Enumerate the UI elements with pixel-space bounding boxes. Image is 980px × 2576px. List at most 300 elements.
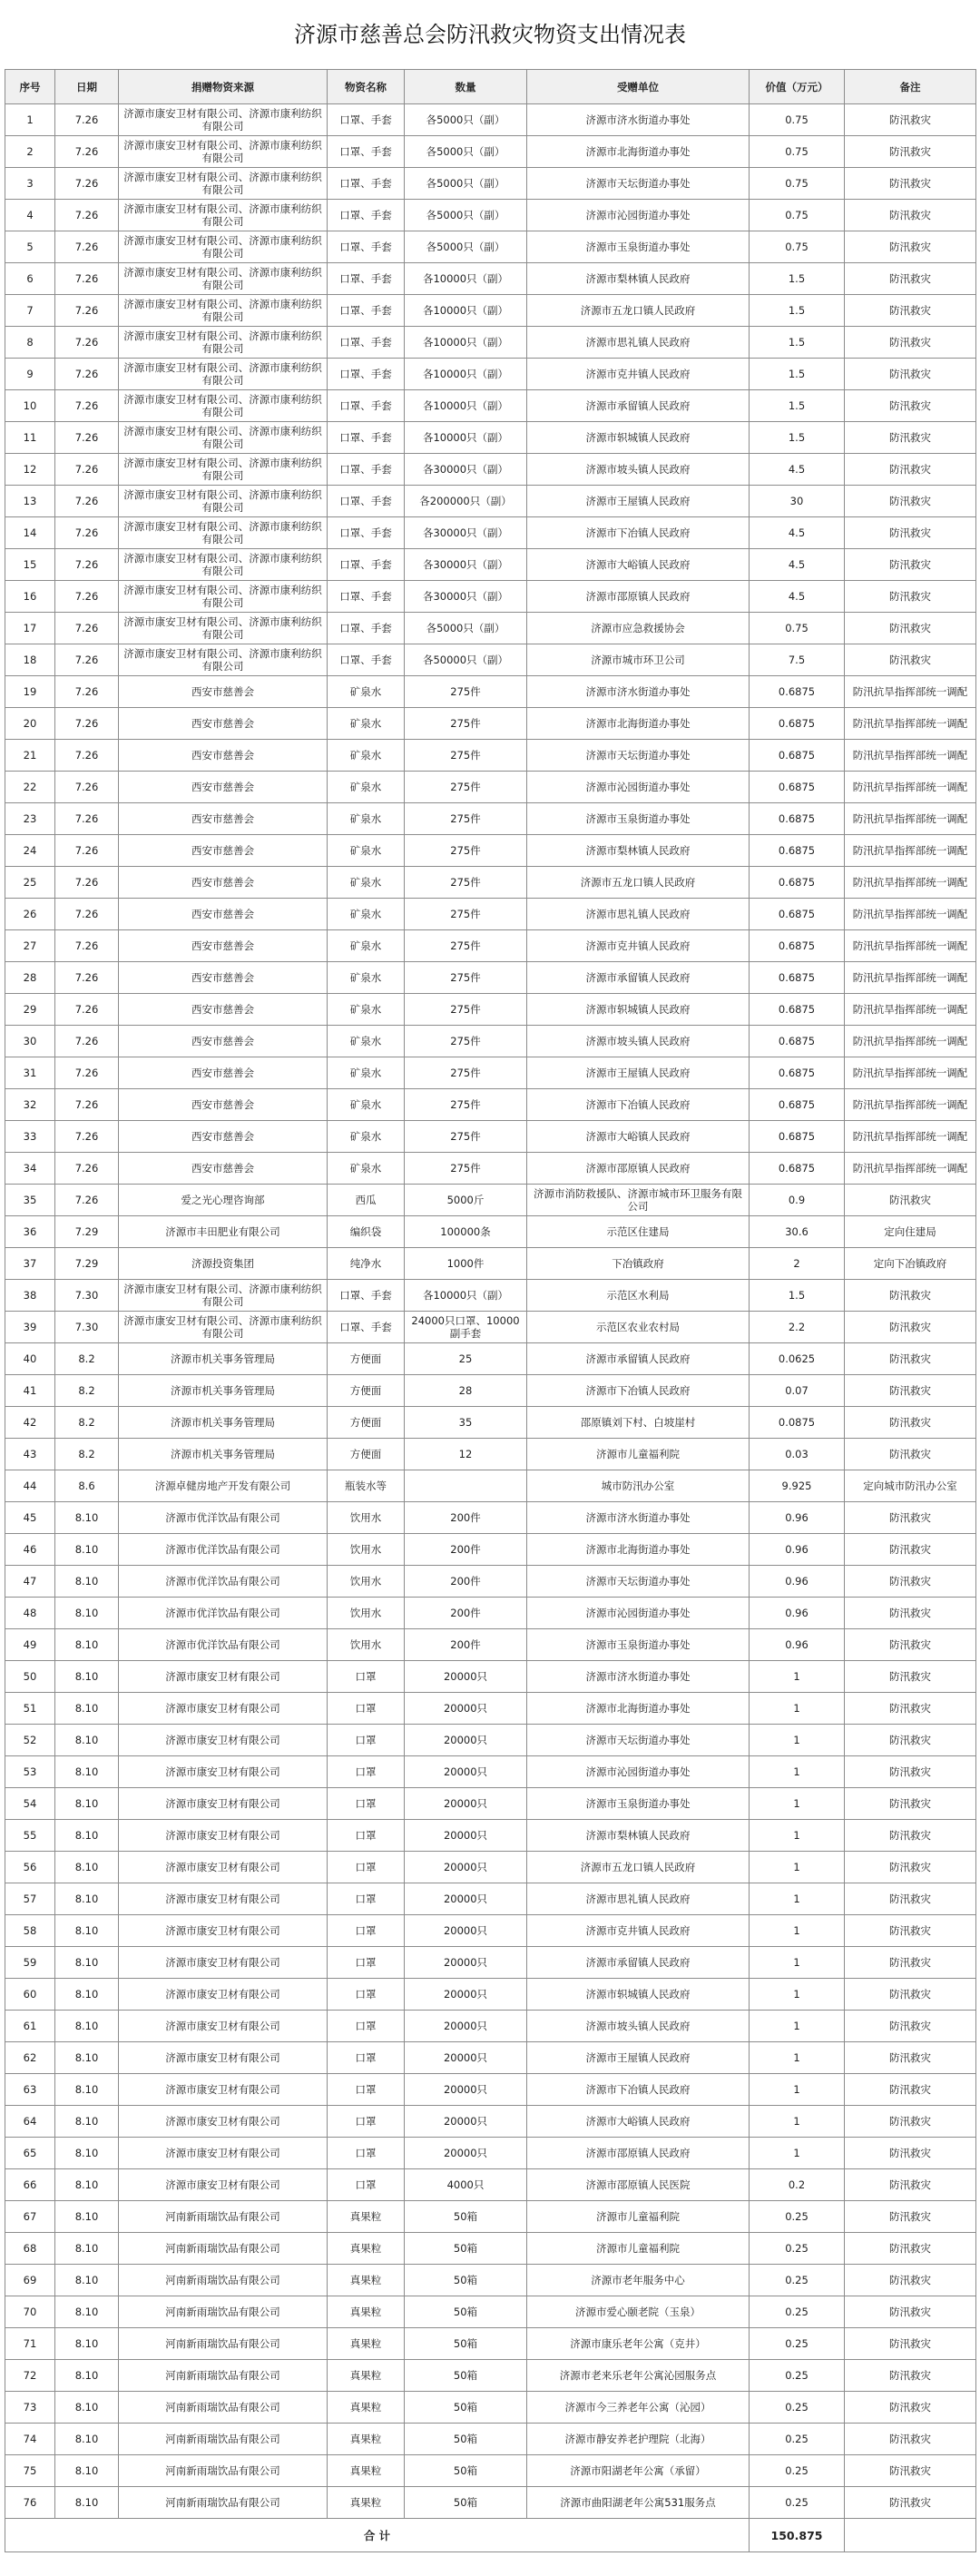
cell-quantity: 50箱 xyxy=(405,2201,527,2233)
cell-recipient: 济源市北海街道办事处 xyxy=(527,1534,750,1566)
cell-item: 口罩 xyxy=(328,1725,405,1756)
cell-donor: 西安市慈善会 xyxy=(119,835,328,867)
cell-remark: 防汛救灾 xyxy=(845,2360,976,2392)
cell-remark: 防汛救灾 xyxy=(845,2455,976,2487)
table-row xyxy=(5,1280,976,1312)
cell-remark: 防汛救灾 xyxy=(845,2011,976,2042)
cell-quantity: 28 xyxy=(405,1375,527,1407)
cell-index: 68 xyxy=(5,2233,55,2265)
cell-donor: 河南新雨瑞饮品有限公司 xyxy=(119,2392,328,2424)
table-row xyxy=(5,1470,976,1502)
cell-quantity: 各10000只（副） xyxy=(405,1280,527,1312)
table-row xyxy=(5,1566,976,1598)
cell-recipient: 示范区水利局 xyxy=(527,1280,750,1312)
cell-value: 0.6875 xyxy=(750,676,845,708)
cell-donor: 西安市慈善会 xyxy=(119,930,328,962)
cell-quantity: 275件 xyxy=(405,962,527,994)
cell-recipient: 济源市今三养老年公寓（沁园） xyxy=(527,2392,750,2424)
cell-donor: 济源市优洋饮品有限公司 xyxy=(119,1598,328,1629)
cell-donor: 济源市机关事务管理局 xyxy=(119,1343,328,1375)
cell-index: 22 xyxy=(5,772,55,803)
cell-remark: 防汛抗旱指挥部统一调配 xyxy=(845,1057,976,1089)
cell-donor: 爱之光心理咨询部 xyxy=(119,1185,328,1216)
table-row xyxy=(5,1883,976,1915)
cell-date: 8.10 xyxy=(55,1566,119,1598)
relief-expenditure-table xyxy=(5,69,976,2552)
cell-donor: 济源市康安卫材有限公司 xyxy=(119,1947,328,1979)
cell-date: 7.26 xyxy=(55,994,119,1026)
cell-date: 7.26 xyxy=(55,136,119,168)
cell-value: 1 xyxy=(750,2074,845,2106)
cell-index: 10 xyxy=(5,390,55,422)
cell-item: 口罩 xyxy=(328,1915,405,1947)
cell-index: 50 xyxy=(5,1661,55,1693)
cell-date: 7.26 xyxy=(55,359,119,390)
cell-index: 37 xyxy=(5,1248,55,1280)
cell-recipient: 济源市天坛街道办事处 xyxy=(527,168,750,200)
cell-index: 36 xyxy=(5,1216,55,1248)
cell-donor: 济源市康安卫材有限公司、济源市康利纺织有限公司 xyxy=(119,1280,328,1312)
cell-index: 56 xyxy=(5,1852,55,1883)
table-row xyxy=(5,1153,976,1185)
table-row xyxy=(5,1439,976,1470)
cell-quantity: 20000只 xyxy=(405,1725,527,1756)
cell-quantity: 200件 xyxy=(405,1598,527,1629)
cell-date: 7.26 xyxy=(55,263,119,295)
cell-donor: 河南新雨瑞饮品有限公司 xyxy=(119,2233,328,2265)
cell-index: 59 xyxy=(5,1947,55,1979)
cell-item: 口罩、手套 xyxy=(328,613,405,644)
cell-value: 0.25 xyxy=(750,2233,845,2265)
cell-recipient: 济源市邵原镇人民政府 xyxy=(527,1153,750,1185)
cell-value: 0.25 xyxy=(750,2265,845,2296)
total-remark xyxy=(845,2519,976,2552)
cell-date: 7.29 xyxy=(55,1248,119,1280)
cell-recipient: 济源市王屋镇人民政府 xyxy=(527,1057,750,1089)
cell-index: 16 xyxy=(5,581,55,613)
cell-index: 39 xyxy=(5,1312,55,1343)
cell-recipient: 济源市消防救援队、济源市城市环卫服务有限公司 xyxy=(527,1185,750,1216)
cell-item: 矿泉水 xyxy=(328,1026,405,1057)
cell-item: 口罩 xyxy=(328,2138,405,2169)
cell-quantity: 275件 xyxy=(405,708,527,740)
cell-remark: 防汛救灾 xyxy=(845,2042,976,2074)
cell-quantity: 275件 xyxy=(405,1026,527,1057)
cell-item: 西瓜 xyxy=(328,1185,405,1216)
table-row xyxy=(5,867,976,899)
cell-recipient: 济源市思礼镇人民政府 xyxy=(527,327,750,359)
cell-recipient: 济源市五龙口镇人民政府 xyxy=(527,867,750,899)
cell-item: 瓶装水等 xyxy=(328,1470,405,1502)
cell-date: 7.26 xyxy=(55,486,119,517)
cell-item: 矿泉水 xyxy=(328,1153,405,1185)
cell-value: 0.75 xyxy=(750,200,845,231)
cell-donor: 济源市康安卫材有限公司、济源市康利纺织有限公司 xyxy=(119,581,328,613)
cell-quantity: 275件 xyxy=(405,1153,527,1185)
cell-value: 30 xyxy=(750,486,845,517)
cell-remark: 防汛救灾 xyxy=(845,1566,976,1598)
cell-quantity: 275件 xyxy=(405,899,527,930)
cell-date: 8.10 xyxy=(55,1820,119,1852)
table-row xyxy=(5,1598,976,1629)
cell-donor: 西安市慈善会 xyxy=(119,1089,328,1121)
cell-recipient: 济源市承留镇人民政府 xyxy=(527,962,750,994)
cell-recipient: 济源市承留镇人民政府 xyxy=(527,390,750,422)
cell-date: 8.10 xyxy=(55,1598,119,1629)
table-row xyxy=(5,772,976,803)
cell-item: 口罩 xyxy=(328,2169,405,2201)
cell-index: 52 xyxy=(5,1725,55,1756)
cell-value: 1.5 xyxy=(750,359,845,390)
cell-quantity: 各30000只（副） xyxy=(405,549,527,581)
cell-donor: 河南新雨瑞饮品有限公司 xyxy=(119,2455,328,2487)
cell-donor: 济源市康安卫材有限公司 xyxy=(119,1852,328,1883)
cell-donor: 济源市康安卫材有限公司、济源市康利纺织有限公司 xyxy=(119,359,328,390)
table-row xyxy=(5,644,976,676)
cell-donor: 济源市康安卫材有限公司、济源市康利纺织有限公司 xyxy=(119,200,328,231)
cell-date: 7.26 xyxy=(55,390,119,422)
cell-value: 0.25 xyxy=(750,2328,845,2360)
cell-value: 1 xyxy=(750,1852,845,1883)
cell-index: 26 xyxy=(5,899,55,930)
table-row xyxy=(5,930,976,962)
table-row xyxy=(5,1407,976,1439)
cell-quantity: 50箱 xyxy=(405,2487,527,2519)
cell-remark: 防汛救灾 xyxy=(845,517,976,549)
cell-quantity: 20000只 xyxy=(405,1979,527,2011)
cell-quantity: 20000只 xyxy=(405,1883,527,1915)
cell-index: 74 xyxy=(5,2424,55,2455)
cell-quantity: 275件 xyxy=(405,676,527,708)
cell-recipient: 济源市济水街道办事处 xyxy=(527,676,750,708)
cell-value: 0.25 xyxy=(750,2392,845,2424)
cell-donor: 西安市慈善会 xyxy=(119,772,328,803)
cell-remark: 防汛救灾 xyxy=(845,2138,976,2169)
cell-remark: 防汛救灾 xyxy=(845,1883,976,1915)
cell-recipient: 济源市下冶镇人民政府 xyxy=(527,1089,750,1121)
cell-date: 7.26 xyxy=(55,1026,119,1057)
cell-remark: 防汛救灾 xyxy=(845,295,976,327)
cell-item: 真果粒 xyxy=(328,2455,405,2487)
cell-date: 8.10 xyxy=(55,2265,119,2296)
table-row xyxy=(5,2138,976,2169)
cell-donor: 西安市慈善会 xyxy=(119,740,328,772)
table-row xyxy=(5,1852,976,1883)
cell-item: 口罩 xyxy=(328,1693,405,1725)
cell-remark: 防汛救灾 xyxy=(845,1820,976,1852)
cell-item: 口罩、手套 xyxy=(328,644,405,676)
cell-remark: 防汛救灾 xyxy=(845,2296,976,2328)
cell-quantity: 各5000只（副） xyxy=(405,168,527,200)
table-row xyxy=(5,2074,976,2106)
cell-recipient: 济源市城市环卫公司 xyxy=(527,644,750,676)
cell-quantity: 50箱 xyxy=(405,2328,527,2360)
cell-quantity: 各200000只（副） xyxy=(405,486,527,517)
cell-value: 1 xyxy=(750,1979,845,2011)
cell-date: 8.10 xyxy=(55,1534,119,1566)
cell-index: 58 xyxy=(5,1915,55,1947)
cell-donor: 西安市慈善会 xyxy=(119,1026,328,1057)
cell-recipient: 济源市思礼镇人民政府 xyxy=(527,1883,750,1915)
cell-value: 0.75 xyxy=(750,136,845,168)
cell-date: 7.30 xyxy=(55,1312,119,1343)
cell-recipient: 示范区农业农村局 xyxy=(527,1312,750,1343)
cell-date: 7.26 xyxy=(55,613,119,644)
cell-item: 口罩、手套 xyxy=(328,1312,405,1343)
cell-donor: 济源市机关事务管理局 xyxy=(119,1375,328,1407)
cell-index: 62 xyxy=(5,2042,55,2074)
cell-date: 8.10 xyxy=(55,1693,119,1725)
cell-index: 11 xyxy=(5,422,55,454)
cell-remark: 防汛救灾 xyxy=(845,1947,976,1979)
cell-date: 7.26 xyxy=(55,867,119,899)
table-row xyxy=(5,168,976,200)
cell-recipient: 济源市沁园街道办事处 xyxy=(527,1756,750,1788)
table-row xyxy=(5,2106,976,2138)
cell-date: 7.26 xyxy=(55,899,119,930)
cell-value: 0.6875 xyxy=(750,962,845,994)
cell-remark: 防汛救灾 xyxy=(845,2169,976,2201)
cell-value: 0.25 xyxy=(750,2487,845,2519)
cell-donor: 济源市优洋饮品有限公司 xyxy=(119,1502,328,1534)
cell-donor: 西安市慈善会 xyxy=(119,994,328,1026)
cell-recipient: 济源市坡头镇人民政府 xyxy=(527,454,750,486)
cell-remark: 防汛救灾 xyxy=(845,2328,976,2360)
cell-donor: 济源市优洋饮品有限公司 xyxy=(119,1566,328,1598)
cell-quantity: 275件 xyxy=(405,1089,527,1121)
cell-value: 0.25 xyxy=(750,2455,845,2487)
cell-donor: 河南新雨瑞饮品有限公司 xyxy=(119,2487,328,2519)
table-row xyxy=(5,2455,976,2487)
cell-donor: 西安市慈善会 xyxy=(119,899,328,930)
cell-recipient: 济源市邵原镇人民政府 xyxy=(527,581,750,613)
cell-date: 7.26 xyxy=(55,422,119,454)
cell-index: 40 xyxy=(5,1343,55,1375)
cell-donor: 济源市康安卫材有限公司、济源市康利纺织有限公司 xyxy=(119,644,328,676)
cell-date: 8.2 xyxy=(55,1439,119,1470)
cell-index: 49 xyxy=(5,1629,55,1661)
cell-index: 48 xyxy=(5,1598,55,1629)
cell-quantity: 50箱 xyxy=(405,2424,527,2455)
cell-value: 0.03 xyxy=(750,1439,845,1470)
cell-index: 5 xyxy=(5,231,55,263)
cell-value: 0.25 xyxy=(750,2296,845,2328)
cell-remark: 防汛救灾 xyxy=(845,2265,976,2296)
table-row xyxy=(5,200,976,231)
page-title: 济源市慈善总会防汛救灾物资支出情况表 xyxy=(294,22,686,47)
total-value: 150.875 xyxy=(750,2519,845,2552)
cell-date: 7.26 xyxy=(55,644,119,676)
cell-index: 1 xyxy=(5,104,55,136)
cell-donor: 济源市康安卫材有限公司、济源市康利纺织有限公司 xyxy=(119,136,328,168)
cell-value: 0.25 xyxy=(750,2360,845,2392)
cell-value: 0.6875 xyxy=(750,1026,845,1057)
cell-quantity: 275件 xyxy=(405,803,527,835)
cell-index: 19 xyxy=(5,676,55,708)
cell-remark: 防汛救灾 xyxy=(845,486,976,517)
cell-donor: 济源市机关事务管理局 xyxy=(119,1407,328,1439)
col-header-remark: 备注 xyxy=(845,70,976,104)
cell-item: 口罩 xyxy=(328,1820,405,1852)
cell-remark: 防汛救灾 xyxy=(845,1598,976,1629)
cell-item: 矿泉水 xyxy=(328,962,405,994)
cell-remark: 防汛救灾 xyxy=(845,2487,976,2519)
cell-item: 矿泉水 xyxy=(328,772,405,803)
cell-item: 口罩、手套 xyxy=(328,168,405,200)
table-row xyxy=(5,2201,976,2233)
cell-date: 7.26 xyxy=(55,1153,119,1185)
table-row xyxy=(5,486,976,517)
cell-quantity: 35 xyxy=(405,1407,527,1439)
table-row xyxy=(5,2360,976,2392)
cell-item: 口罩 xyxy=(328,2042,405,2074)
cell-item: 真果粒 xyxy=(328,2265,405,2296)
cell-recipient: 示范区住建局 xyxy=(527,1216,750,1248)
cell-value: 1 xyxy=(750,2138,845,2169)
cell-recipient: 济源市克井镇人民政府 xyxy=(527,1915,750,1947)
cell-donor: 西安市慈善会 xyxy=(119,1057,328,1089)
cell-quantity: 20000只 xyxy=(405,1820,527,1852)
cell-value: 0.25 xyxy=(750,2424,845,2455)
cell-value: 0.6875 xyxy=(750,1121,845,1153)
cell-remark: 防汛救灾 xyxy=(845,390,976,422)
cell-index: 13 xyxy=(5,486,55,517)
col-header-date: 日期 xyxy=(55,70,119,104)
cell-recipient: 济源市玉泉街道办事处 xyxy=(527,1788,750,1820)
cell-value: 0.6875 xyxy=(750,930,845,962)
cell-recipient: 济源市应急救援协会 xyxy=(527,613,750,644)
table-row xyxy=(5,295,976,327)
cell-item: 口罩 xyxy=(328,1979,405,2011)
cell-quantity: 各10000只（副） xyxy=(405,263,527,295)
cell-date: 8.10 xyxy=(55,2392,119,2424)
cell-recipient: 济源市济水街道办事处 xyxy=(527,104,750,136)
cell-index: 67 xyxy=(5,2201,55,2233)
cell-quantity: 20000只 xyxy=(405,1788,527,1820)
table-row xyxy=(5,708,976,740)
cell-recipient: 济源市克井镇人民政府 xyxy=(527,359,750,390)
cell-index: 21 xyxy=(5,740,55,772)
cell-index: 43 xyxy=(5,1439,55,1470)
cell-date: 7.26 xyxy=(55,803,119,835)
cell-remark: 防汛救灾 xyxy=(845,1725,976,1756)
cell-index: 69 xyxy=(5,2265,55,2296)
cell-quantity: 4000只 xyxy=(405,2169,527,2201)
cell-date: 7.26 xyxy=(55,231,119,263)
cell-recipient: 济源市沁园街道办事处 xyxy=(527,1598,750,1629)
cell-remark: 防汛抗旱指挥部统一调配 xyxy=(845,676,976,708)
cell-index: 2 xyxy=(5,136,55,168)
cell-item: 矿泉水 xyxy=(328,835,405,867)
cell-donor: 西安市慈善会 xyxy=(119,708,328,740)
cell-donor: 济源市康安卫材有限公司 xyxy=(119,2074,328,2106)
table-row xyxy=(5,2296,976,2328)
table-row xyxy=(5,1915,976,1947)
cell-value: 1 xyxy=(750,2106,845,2138)
cell-quantity: 24000只口罩、10000副手套 xyxy=(405,1312,527,1343)
cell-value: 4.5 xyxy=(750,454,845,486)
cell-remark: 定向城市防汛办公室 xyxy=(845,1470,976,1502)
cell-item: 真果粒 xyxy=(328,2328,405,2360)
cell-quantity: 275件 xyxy=(405,772,527,803)
cell-index: 66 xyxy=(5,2169,55,2201)
cell-index: 47 xyxy=(5,1566,55,1598)
cell-index: 65 xyxy=(5,2138,55,2169)
cell-donor: 济源市康安卫材有限公司 xyxy=(119,1788,328,1820)
cell-donor: 济源市康安卫材有限公司、济源市康利纺织有限公司 xyxy=(119,613,328,644)
cell-remark: 防汛抗旱指挥部统一调配 xyxy=(845,835,976,867)
cell-quantity: 50箱 xyxy=(405,2360,527,2392)
total-row xyxy=(5,2519,976,2552)
cell-quantity: 20000只 xyxy=(405,2074,527,2106)
cell-date: 7.26 xyxy=(55,835,119,867)
cell-item: 饮用水 xyxy=(328,1598,405,1629)
cell-donor: 济源市康安卫材有限公司 xyxy=(119,2169,328,2201)
cell-recipient: 济源市玉泉街道办事处 xyxy=(527,803,750,835)
table-row xyxy=(5,1756,976,1788)
cell-date: 7.26 xyxy=(55,1089,119,1121)
cell-item: 矿泉水 xyxy=(328,1121,405,1153)
cell-item: 矿泉水 xyxy=(328,803,405,835)
cell-item: 口罩、手套 xyxy=(328,486,405,517)
table-header-row xyxy=(5,70,976,104)
cell-date: 7.26 xyxy=(55,517,119,549)
cell-donor: 济源市康安卫材有限公司、济源市康利纺织有限公司 xyxy=(119,1312,328,1343)
cell-index: 33 xyxy=(5,1121,55,1153)
cell-quantity: 20000只 xyxy=(405,2106,527,2138)
cell-quantity: 各10000只（副） xyxy=(405,422,527,454)
cell-remark: 防汛抗旱指挥部统一调配 xyxy=(845,1026,976,1057)
table-row xyxy=(5,1185,976,1216)
cell-recipient: 济源市梨林镇人民政府 xyxy=(527,835,750,867)
cell-donor: 济源卓健房地产开发有限公司 xyxy=(119,1470,328,1502)
cell-item: 真果粒 xyxy=(328,2487,405,2519)
cell-remark: 防汛救灾 xyxy=(845,327,976,359)
cell-donor: 济源市康安卫材有限公司 xyxy=(119,1756,328,1788)
cell-index: 18 xyxy=(5,644,55,676)
cell-value: 1 xyxy=(750,1693,845,1725)
cell-item: 口罩、手套 xyxy=(328,1280,405,1312)
table-row xyxy=(5,613,976,644)
cell-index: 24 xyxy=(5,835,55,867)
cell-donor: 西安市慈善会 xyxy=(119,867,328,899)
cell-item: 口罩、手套 xyxy=(328,390,405,422)
cell-quantity: 275件 xyxy=(405,835,527,867)
cell-donor: 河南新雨瑞饮品有限公司 xyxy=(119,2265,328,2296)
cell-quantity: 5000斤 xyxy=(405,1185,527,1216)
cell-item: 真果粒 xyxy=(328,2233,405,2265)
col-header-value: 价值（万元） xyxy=(750,70,845,104)
cell-index: 4 xyxy=(5,200,55,231)
cell-date: 8.10 xyxy=(55,2487,119,2519)
cell-remark: 防汛抗旱指挥部统一调配 xyxy=(845,1121,976,1153)
cell-donor: 济源市康安卫材有限公司 xyxy=(119,2011,328,2042)
cell-value: 1 xyxy=(750,1883,845,1915)
cell-index: 30 xyxy=(5,1026,55,1057)
cell-date: 7.26 xyxy=(55,327,119,359)
cell-index: 57 xyxy=(5,1883,55,1915)
cell-index: 53 xyxy=(5,1756,55,1788)
table-row xyxy=(5,136,976,168)
cell-date: 8.10 xyxy=(55,2042,119,2074)
cell-value: 1 xyxy=(750,1788,845,1820)
cell-quantity: 各10000只（副） xyxy=(405,295,527,327)
cell-item: 真果粒 xyxy=(328,2296,405,2328)
cell-value: 0.96 xyxy=(750,1629,845,1661)
cell-value: 0.6875 xyxy=(750,740,845,772)
cell-recipient: 济源市爱心颐老院（玉泉） xyxy=(527,2296,750,2328)
cell-date: 8.10 xyxy=(55,1502,119,1534)
